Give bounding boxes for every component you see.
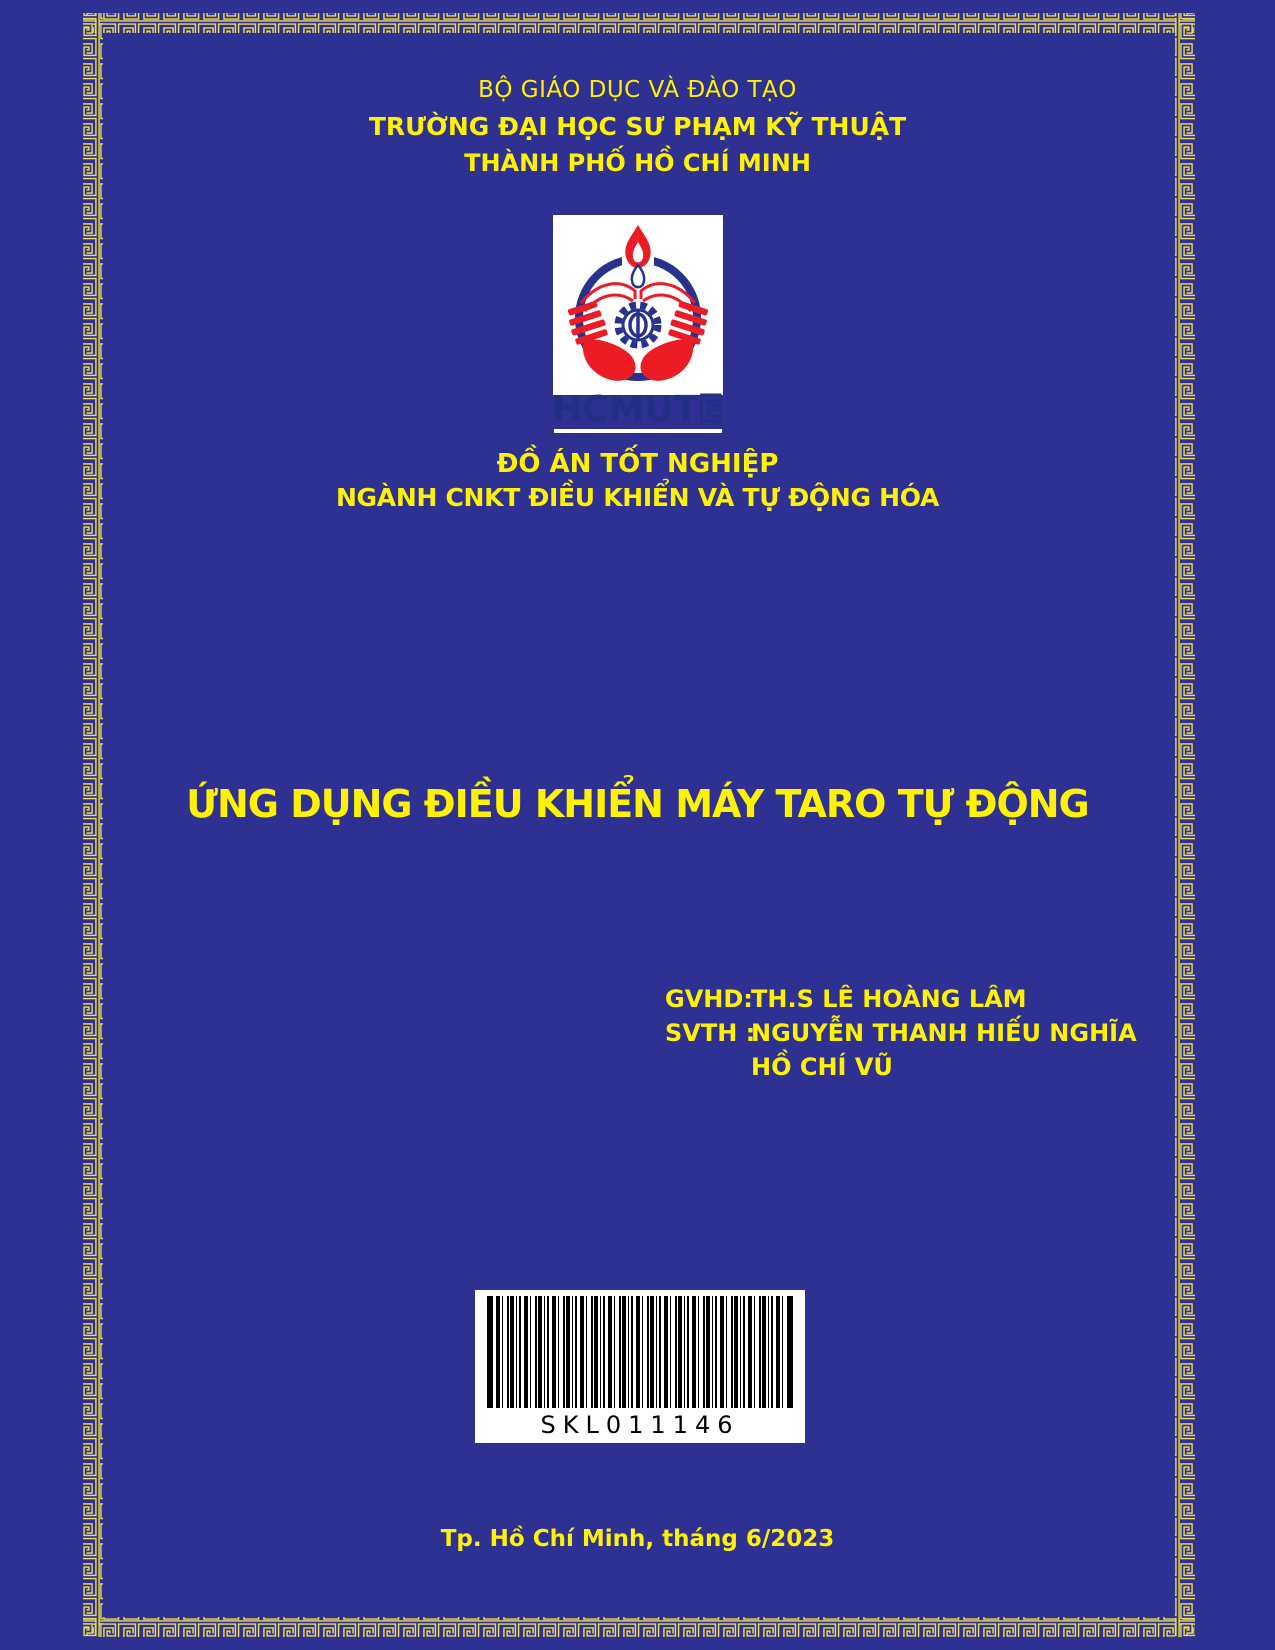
barcode-value: SKL011146 xyxy=(540,1411,740,1439)
wordmark-last-letter: E xyxy=(698,389,723,430)
major-name: NGÀNH CNKT ĐIỀU KHIỂN VÀ TỰ ĐỘNG HÓA xyxy=(335,483,940,512)
thesis-type: ĐỒ ÁN TỐT NGHIỆP xyxy=(496,449,779,479)
university-logo xyxy=(0,215,1275,433)
thesis-title: ỨNG DỤNG ĐIỀU KHIỂN MÁY TARO TỰ ĐỘNG xyxy=(186,782,1089,826)
student-name-1: NGUYỄN THANH HIẾU NGHĨA xyxy=(751,1019,1137,1047)
student-row-1 xyxy=(665,1016,1137,1050)
barcode xyxy=(475,1290,805,1443)
advisor-label: GVHD: xyxy=(665,985,753,1013)
ministry-name: BỘ GIÁO DỤC VÀ ĐÀO TẠO xyxy=(478,77,797,103)
student-row-2 xyxy=(665,1050,1137,1084)
advisor-row xyxy=(665,982,1137,1016)
city-name: THÀNH PHỐ HỒ CHÍ MINH xyxy=(464,149,811,177)
footer-place-date: Tp. Hồ Chí Minh, tháng 6/2023 xyxy=(440,1526,835,1552)
barcode-bars xyxy=(487,1296,793,1408)
border-top xyxy=(83,13,1195,33)
credits-block xyxy=(665,982,1137,1084)
student-label: SVTH : xyxy=(665,1019,756,1047)
wordmark-main: HCMUT xyxy=(552,389,699,430)
student-name-2: HỒ CHÍ VŨ xyxy=(751,1053,893,1081)
border-bottom xyxy=(83,1617,1195,1637)
hcmute-emblem xyxy=(553,215,723,395)
header xyxy=(0,72,1275,181)
hcmute-wordmark xyxy=(0,389,1275,430)
program-block xyxy=(0,447,1275,515)
gear-icon xyxy=(618,305,658,345)
advisor-name: TH.S LÊ HOÀNG LÂM xyxy=(751,985,1027,1013)
university-name: TRƯỜNG ĐẠI HỌC SƯ PHẠM KỸ THUẬT xyxy=(368,112,907,141)
